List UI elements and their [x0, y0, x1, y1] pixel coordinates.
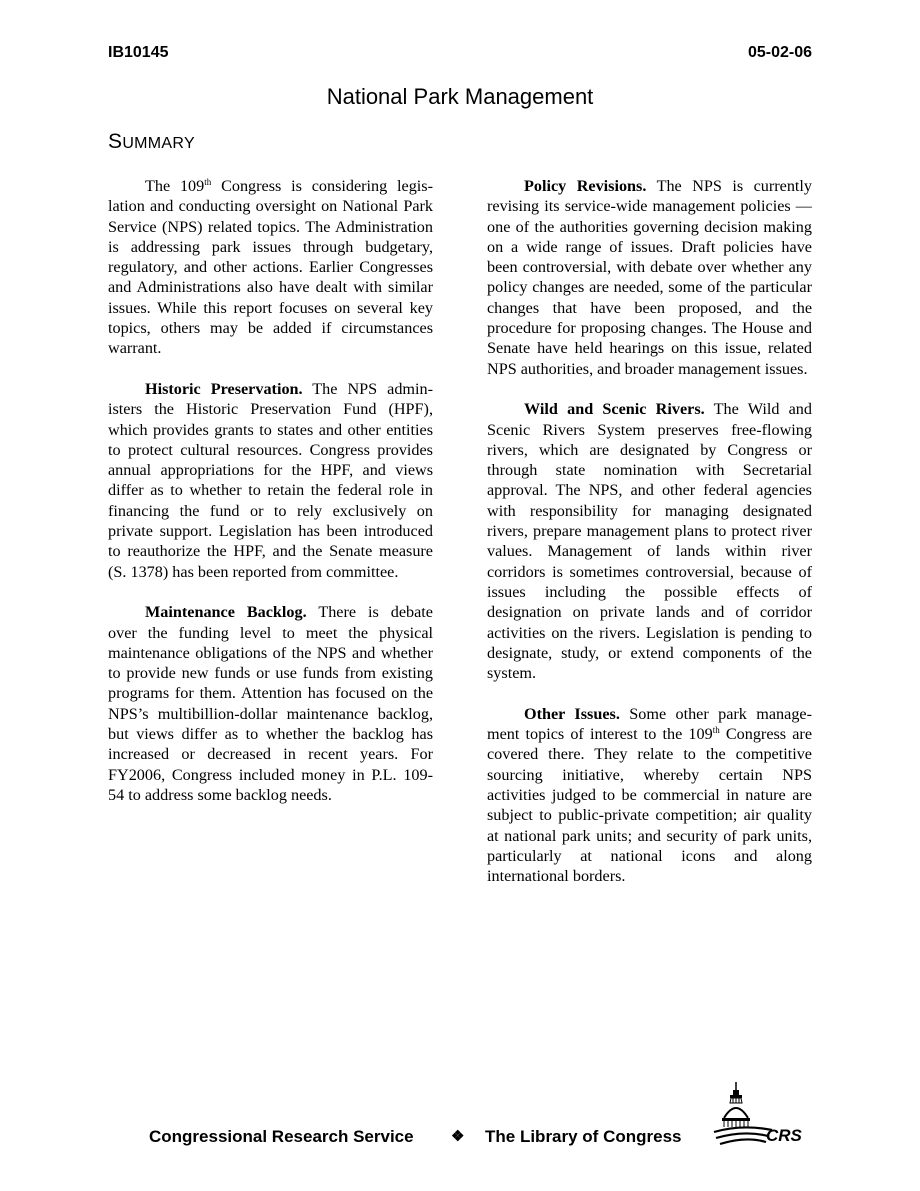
crs-logo-text: CRS	[766, 1126, 802, 1145]
report-number: IB10145	[108, 44, 169, 61]
intro-paragraph	[108, 176, 433, 359]
left-column	[108, 176, 433, 826]
crs-capitol-logo-icon	[712, 1080, 812, 1150]
report-date: 05-02-06	[747, 44, 812, 61]
wild-scenic-rivers-heading: Wild and Scenic Rivers.	[524, 400, 705, 419]
ordinal-suffix: th	[712, 725, 720, 736]
footer-library-name: The Library of Congress	[485, 1127, 682, 1146]
historic-preservation-text: The NPS administers the Historic Preservation Fund (HPF), which provides grants to states and other entities to protect cultural resources. Congress provides annual appropriations for the HPF, and views differ as to whether to retain the federal role in financing the fund or to rely exclusively on private support. Legislation has been introduced to reauthorize the HPF, and the Senate measure (S. 1378) has been reported from committee.	[108, 379, 434, 581]
right-column	[487, 176, 812, 907]
policy-revisions-text: The NPS is currently revising its service-wide management policies — one of the authorities governing decision making on a wide range of issues. Draft policies have been controversial, with debate over whether any policy changes are needed, some of the particular changes that have been proposed, and the procedure for proposing changes. The House and Senate have held hearings on this issue, related NPS authorities, and broader management issues.	[487, 177, 813, 378]
maintenance-backlog-heading: Maintenance Backlog.	[145, 603, 307, 622]
wild-scenic-rivers-paragraph	[487, 399, 812, 683]
wild-scenic-rivers-text: The Wild and Scenic Rivers System preserves free-flowing rivers, which are designated by Congress or through state nomination with Secretarial approval. The NPS, and other federal agencies with responsibility for managing designated rivers, prepare management plans to protect river values. Management of lands within river corridors is sometimes controversial, because of issues including the possible effects of designation on private lands and of corridor activities on the rivers. Legislation is pending to designate, study, or extend components of the system.	[487, 400, 812, 683]
historic-preservation-paragraph	[108, 379, 433, 582]
document-title: National Park Management	[326, 84, 594, 109]
policy-revisions-heading: Policy Revisions.	[524, 177, 647, 195]
other-issues-text-start: Some other park management topics of interest to the 109	[487, 704, 812, 744]
other-issues-paragraph	[487, 704, 812, 887]
intro-text-start: The 109	[145, 177, 205, 195]
policy-revisions-paragraph	[487, 176, 812, 379]
maintenance-backlog-paragraph	[108, 602, 433, 805]
intro-text-rest: Congress is considering legislation and conducting oversight on National Park Service (NPS) related topics. The Administration is addressing park issues through budgetary, regulatory, and other actions. Earlier Congresses and Administrations also have dealt with similar issues. While this report focuses on several key topics, others may be added if circumstances warrant.	[108, 177, 433, 358]
historic-preservation-heading: Historic Preservation.	[145, 379, 303, 398]
footer-separator-icon: ❖	[451, 1128, 465, 1145]
ordinal-suffix: th	[204, 177, 212, 187]
summary-heading	[108, 130, 195, 154]
other-issues-heading: Other Issues.	[524, 704, 620, 723]
other-issues-text-rest: Congress are covered there. They relate to the competitive sourcing initiative, whereby certain NPS activities judged to be commercial in nature are subject to public-private competition; air quality at national park units; and security of park units, particularly at national icons and along international borders.	[487, 725, 813, 886]
summary-heading-rest: UMMARY	[122, 135, 195, 152]
summary-heading-initial: S	[108, 130, 123, 153]
footer-crs-name: Congressional Research Service	[149, 1127, 414, 1146]
maintenance-backlog-text: There is debate over the funding level to meet the physical maintenance obligations of the NPS and whether to provide new funds or use funds from existing programs for them. Attention has focused on the NPS’s multibillion-dollar maintenance backlog, but views differ as to whether the backlog has increased or decreased in recent years. For FY2006, Congress included money in P.L. 109-54 to address some backlog needs.	[108, 603, 433, 804]
